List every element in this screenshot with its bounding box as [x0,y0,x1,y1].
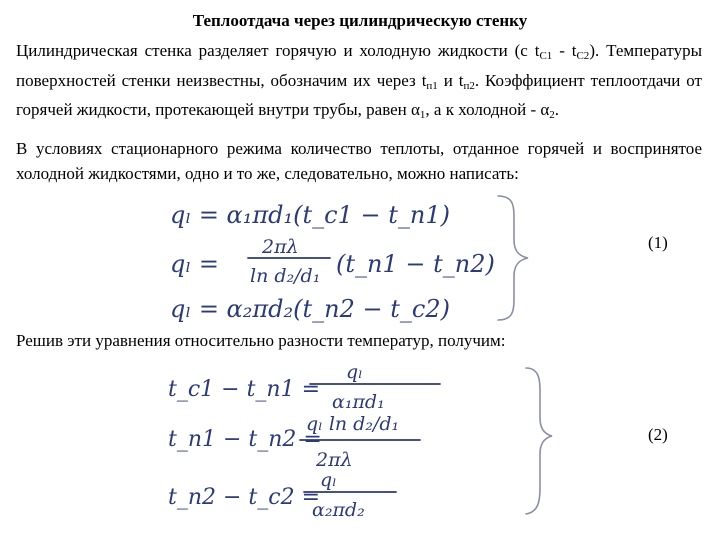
eq1-line2-numerator: 2πλ [262,236,299,258]
eq2-line2-numerator: qₗ ln d₂/d₁ [306,413,400,435]
system-2-brace [526,368,552,514]
equation-number-2: (2) [648,425,668,444]
eq2-line3-denominator: α₂πd₂ [312,499,365,521]
system-1-brace [498,196,528,320]
eq2-line1-denominator: α₁πd₁ [332,391,385,413]
equation-system-2 [168,361,552,521]
paragraph-intro: Цилиндрическая стенка разделяет горячую и холодную жидкости (с $t_{C1} - t_{C2}$). Температуры поверхностей стенки неизвестны, обозначим их через $t_{п1}$ и $t_{п2}$. Коэффициент теплоотдачи от горячей жидкости, протекающей внутри трубы, равен $\alpha_1$, а к холодной - $\alpha_2$. [16,41,703,121]
eq2-line1-lhs: t_c1 − t_п1 = [168,377,321,402]
eq2-line3-lhs: t_п2 − t_c2 = [168,485,321,510]
eq2-line2-denominator: 2πλ [316,449,353,471]
paragraph-stationary: В условиях стационарного режима количество теплоты, отданное горячей и воспринятое холодной жидкостями, одно и то же, следовательно, можно написать: [16,139,702,183]
eq1-line2-denominator: ln d₂/d₁ [250,265,321,287]
equation-number-1: (1) [648,233,668,252]
page-title: Теплоотдача через цилиндрическую стенку [192,11,528,30]
eq2-line2-lhs: t_п1 − t_п2 = [168,427,322,452]
eq2-line1-numerator: qₗ [346,361,363,383]
eq1-line2-lhs: qₗ = [170,250,219,278]
paragraph-solve: Решив эти уравнения относительно разности температур, получим: [16,331,506,350]
eq1-line1: qₗ = α₁πd₁(t_c1 − t_п1) [170,201,450,229]
eq2-line3-numerator: qₗ [320,469,337,491]
equation-system-1 [170,196,528,323]
eq1-line3: qₗ = α₂πd₂(t_п2 − t_c2) [170,295,450,323]
eq1-line2-rhs: (t_п1 − t_п2) [336,250,495,278]
